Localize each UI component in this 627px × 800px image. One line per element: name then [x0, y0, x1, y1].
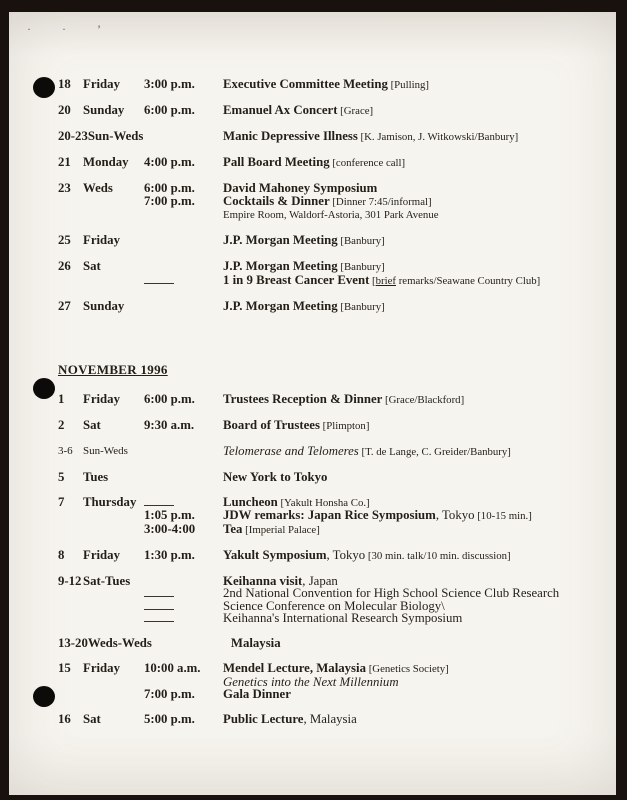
entry-line [144, 676, 604, 689]
entry-lines [152, 637, 604, 650]
entry-time [144, 612, 223, 625]
entry-time: 4:00 p.m. [144, 155, 195, 169]
text-segment: Yakult Symposium [223, 547, 327, 562]
entry-date-day [58, 445, 144, 459]
text-segment: Emanuel Ax Concert [223, 103, 338, 117]
text-segment: Manic Depressive Illness [223, 129, 358, 143]
entry-date-day [58, 471, 144, 484]
text-segment: [Dinner 7:45/informal] [329, 195, 432, 208]
entry-time [144, 274, 223, 288]
entry-line [144, 300, 604, 314]
entry-line [144, 509, 604, 523]
entry-time [144, 471, 223, 484]
text-segment: [Banbury] [337, 261, 385, 273]
entry-time [144, 587, 223, 600]
entry-time: 3:00-4:00 [144, 521, 196, 536]
text-segment: [Yakult Honsha Co.] [277, 496, 370, 509]
entry-day: Sun-Weds [83, 444, 128, 457]
blank-line-rule [144, 587, 174, 597]
entry-date: 16 [58, 712, 71, 726]
entry-time: 1:30 p.m. [144, 547, 195, 562]
entry-time: 7:00 p.m. [144, 687, 195, 701]
text-segment: Luncheon [223, 494, 278, 509]
entry-day: Weds [83, 181, 113, 195]
schedule-entry [58, 637, 604, 650]
text-segment: Trustees Reception & Dinner [223, 391, 383, 406]
schedule-entry [58, 549, 604, 563]
schedule-content [9, 12, 616, 726]
entry-lines [144, 713, 604, 726]
blank-line-rule [144, 496, 174, 506]
schedule-entry [58, 182, 604, 222]
entry-date-day [58, 549, 144, 563]
entry-line [144, 445, 604, 459]
entry-lines [144, 130, 604, 144]
schedule-entry [58, 445, 604, 459]
entry-day: Weds-Weds [87, 636, 152, 650]
entry-lines [144, 549, 604, 563]
entry-day: Sat [83, 417, 101, 432]
entry-description [231, 637, 604, 650]
text-segment: [ [369, 274, 376, 287]
entry-date-day [58, 662, 144, 701]
entry-day: Sunday [83, 298, 125, 313]
text-segment: [Genetics Society] [366, 663, 449, 675]
text-segment: [10-15 min.] [474, 510, 532, 522]
entry-line [144, 208, 604, 222]
schedule-entry [58, 260, 604, 287]
entry-line [144, 523, 604, 537]
entry-time: 6:00 p.m. [144, 181, 195, 195]
entry-date: 2 [58, 417, 65, 432]
entry-lines [144, 260, 604, 287]
entry-date-day [58, 637, 152, 650]
entry-date: 9-12 [58, 573, 82, 588]
text-segment: J.P. Morgan Meeting [223, 298, 338, 313]
text-segment: J.P. Morgan Meeting [223, 259, 338, 273]
entry-day: Friday [83, 233, 120, 247]
text-segment: Gala Dinner [223, 687, 291, 701]
entry-date: 3-6 [58, 444, 73, 457]
entry-description [223, 509, 604, 523]
entry-day: Tues [83, 469, 109, 484]
entry-day: Thursday [83, 494, 137, 509]
pen-marks: · · ’ [27, 22, 115, 36]
blank-line-rule [144, 274, 174, 284]
schedule-entry [58, 662, 604, 701]
text-segment: , Tokyo [435, 508, 475, 522]
entry-day: Sunday [83, 103, 125, 117]
text-segment: Keihanna's International Research Symposium [223, 611, 463, 625]
entry-date-day [58, 575, 144, 625]
text-segment: [Banbury] [337, 300, 385, 313]
entry-day: Sat [83, 259, 101, 273]
text-segment: [Pulling] [387, 79, 429, 91]
entry-day: Friday [83, 547, 120, 562]
entry-date-day [58, 419, 144, 433]
entry-time: 9:30 a.m. [144, 417, 195, 432]
entry-date-day [58, 156, 144, 170]
entry-description [223, 78, 604, 92]
entry-line [144, 78, 604, 92]
entry-line [144, 662, 604, 676]
entry-time: 6:00 p.m. [144, 391, 195, 406]
entry-lines [144, 182, 604, 222]
text-segment: J.P. Morgan Meeting [223, 233, 338, 247]
schedule-entry [58, 104, 604, 118]
entry-time [144, 234, 223, 248]
text-segment: David Mahoney Symposium [223, 181, 378, 195]
text-segment: Genetics into the Next Millennium [223, 674, 399, 689]
text-segment: Tea [223, 521, 243, 536]
text-segment: New York to Tokyo [223, 469, 328, 484]
entry-lines [144, 496, 604, 537]
entry-line [144, 195, 604, 209]
section-heading: NOVEMBER 1996 [58, 361, 168, 377]
entry-date: 18 [58, 77, 71, 91]
entry-line [144, 419, 604, 433]
entry-date-day [58, 234, 144, 248]
text-segment: , Tokyo [326, 547, 366, 562]
entry-description [223, 612, 604, 625]
entry-lines [144, 104, 604, 118]
entry-line [144, 688, 604, 701]
schedule-entry [58, 130, 604, 144]
entry-line [144, 549, 604, 563]
entry-day: Monday [83, 155, 129, 169]
entry-line [144, 130, 604, 144]
text-segment: Mendel Lecture, Malaysia [223, 661, 366, 675]
entry-lines [144, 575, 604, 625]
schedule-entry [58, 496, 604, 537]
text-segment: Science Conference on Molecular Biology\ [223, 598, 445, 613]
entry-description [223, 662, 604, 676]
entry-description [223, 260, 604, 274]
entry-time: 7:00 p.m. [144, 193, 195, 208]
text-segment: Pall Board Meeting [223, 155, 330, 169]
entry-time [144, 445, 223, 459]
text-segment: Keihanna visit [223, 573, 303, 588]
entry-description [223, 156, 604, 170]
entry-time [152, 637, 231, 650]
entry-lines [144, 662, 604, 701]
entry-date-day [58, 260, 144, 287]
entry-date: 8 [58, 547, 65, 562]
entry-time [144, 260, 223, 274]
schedule-entry [58, 471, 604, 484]
schedule-entry [58, 393, 604, 407]
schedule-entry [58, 234, 604, 248]
text-segment: [Banbury] [337, 235, 385, 247]
entry-date-day [58, 300, 144, 314]
entry-date-day [58, 496, 144, 537]
entry-date: 15 [58, 661, 71, 675]
entry-description [223, 300, 604, 314]
entry-time [144, 496, 223, 510]
text-segment: Telomerase and Telomeres [223, 443, 359, 458]
entry-line [144, 234, 604, 248]
entry-day: Friday [83, 661, 120, 675]
entry-day: Friday [83, 391, 120, 406]
entry-line [144, 156, 604, 170]
entry-description [223, 471, 604, 484]
entry-time [144, 208, 223, 222]
entry-time: 6:00 p.m. [144, 103, 195, 117]
entry-time: 10:00 a.m. [144, 661, 201, 675]
text-segment: remarks/Seawane Country Club] [396, 274, 541, 287]
entry-day: Sun-Weds [87, 129, 144, 143]
entry-day: Sat [83, 712, 101, 726]
text-segment: , Malaysia [303, 712, 357, 726]
text-segment: [K. Jamison, J. Witkowski/Banbury] [357, 131, 519, 143]
entry-lines [144, 393, 604, 407]
entry-description [223, 234, 604, 248]
entry-line [144, 496, 604, 510]
entry-date: 27 [58, 298, 71, 313]
text-segment: [30 min. talk/10 min. discussion] [365, 549, 511, 562]
entry-description [223, 419, 604, 433]
text-segment: [conference call] [329, 157, 406, 169]
entry-description [223, 195, 604, 209]
text-segment: Empire Room, Waldorf-Astoria, 301 Park Avenue [223, 209, 439, 221]
text-segment: [Plimpton] [319, 419, 370, 432]
entry-date: 23 [58, 181, 71, 195]
entry-description [223, 208, 604, 222]
entry-date-day [58, 130, 144, 144]
entry-time [144, 600, 223, 613]
schedule-entry [58, 575, 604, 625]
entry-date: 13-20 [58, 636, 88, 650]
text-segment: 2nd National Convention for High School Science Club Research [223, 586, 560, 600]
entry-date-day [58, 393, 144, 407]
text-segment: Public Lecture [223, 712, 304, 726]
schedule-entry [58, 156, 604, 170]
schedule-entry [58, 78, 604, 92]
entry-day: Friday [83, 77, 120, 91]
blank-line-rule [144, 600, 174, 610]
entry-date: 20 [58, 103, 71, 117]
entry-time [144, 300, 223, 314]
entry-time: 5:00 p.m. [144, 712, 195, 726]
text-segment: Executive Committee Meeting [223, 77, 388, 91]
entry-description [223, 496, 604, 510]
entry-line [144, 471, 604, 484]
entry-lines [144, 78, 604, 92]
entry-date-day [58, 713, 144, 726]
entry-description [223, 130, 604, 144]
entry-time [144, 130, 223, 144]
entry-date: 5 [58, 469, 65, 484]
entry-lines [144, 445, 604, 459]
entry-line [144, 612, 604, 625]
entry-line [144, 274, 604, 288]
entry-date-day [58, 182, 144, 222]
entry-line [144, 182, 604, 195]
text-segment: Board of Trustees [223, 417, 320, 432]
text-segment: [Imperial Palace] [242, 523, 320, 536]
text-segment: JDW remarks: Japan Rice Symposium [223, 508, 436, 522]
entry-lines [144, 471, 604, 484]
entry-date-day [58, 104, 144, 118]
entry-lines [144, 300, 604, 314]
text-segment: [Grace/Blackford] [382, 393, 465, 406]
entry-description [223, 523, 604, 537]
entry-lines [144, 234, 604, 248]
entry-description [223, 713, 604, 726]
schedule-entry [58, 713, 604, 726]
entry-description [223, 104, 604, 118]
entry-description [223, 393, 604, 407]
text-segment: 1 in 9 Breast Cancer Event [223, 272, 370, 287]
text-segment: , Japan [302, 573, 338, 588]
entry-description [223, 688, 604, 701]
entry-day: Sat-Tues [83, 573, 131, 588]
entry-line [152, 637, 604, 650]
entry-description [223, 445, 604, 459]
entry-date: 21 [58, 155, 71, 169]
schedule-entry [58, 419, 604, 433]
entry-time: 1:05 p.m. [144, 508, 195, 522]
entry-date: 25 [58, 233, 71, 247]
entry-time: 3:00 p.m. [144, 77, 195, 91]
entry-line [144, 713, 604, 726]
entry-line [144, 260, 604, 274]
entry-date: 26 [58, 259, 71, 273]
entry-description [223, 274, 604, 288]
entry-description [223, 549, 604, 563]
entry-date-day [58, 78, 144, 92]
text-segment: [Grace] [337, 105, 374, 117]
text-segment: [T. de Lange, C. Greider/Banbury] [358, 445, 511, 458]
entry-date: 7 [58, 494, 65, 509]
entry-date: 20-23 [58, 129, 88, 143]
schedule-entry [58, 300, 604, 314]
text-segment: Cocktails & Dinner [223, 193, 330, 208]
text-segment: Malaysia [230, 636, 281, 650]
text-segment: brief [375, 274, 397, 287]
entry-line [144, 393, 604, 407]
entry-time [144, 575, 223, 588]
blank-line-rule [144, 612, 174, 622]
entry-date: 1 [58, 391, 65, 406]
entry-lines [144, 419, 604, 433]
entry-lines [144, 156, 604, 170]
schedule-page [9, 12, 616, 795]
entry-line [144, 104, 604, 118]
